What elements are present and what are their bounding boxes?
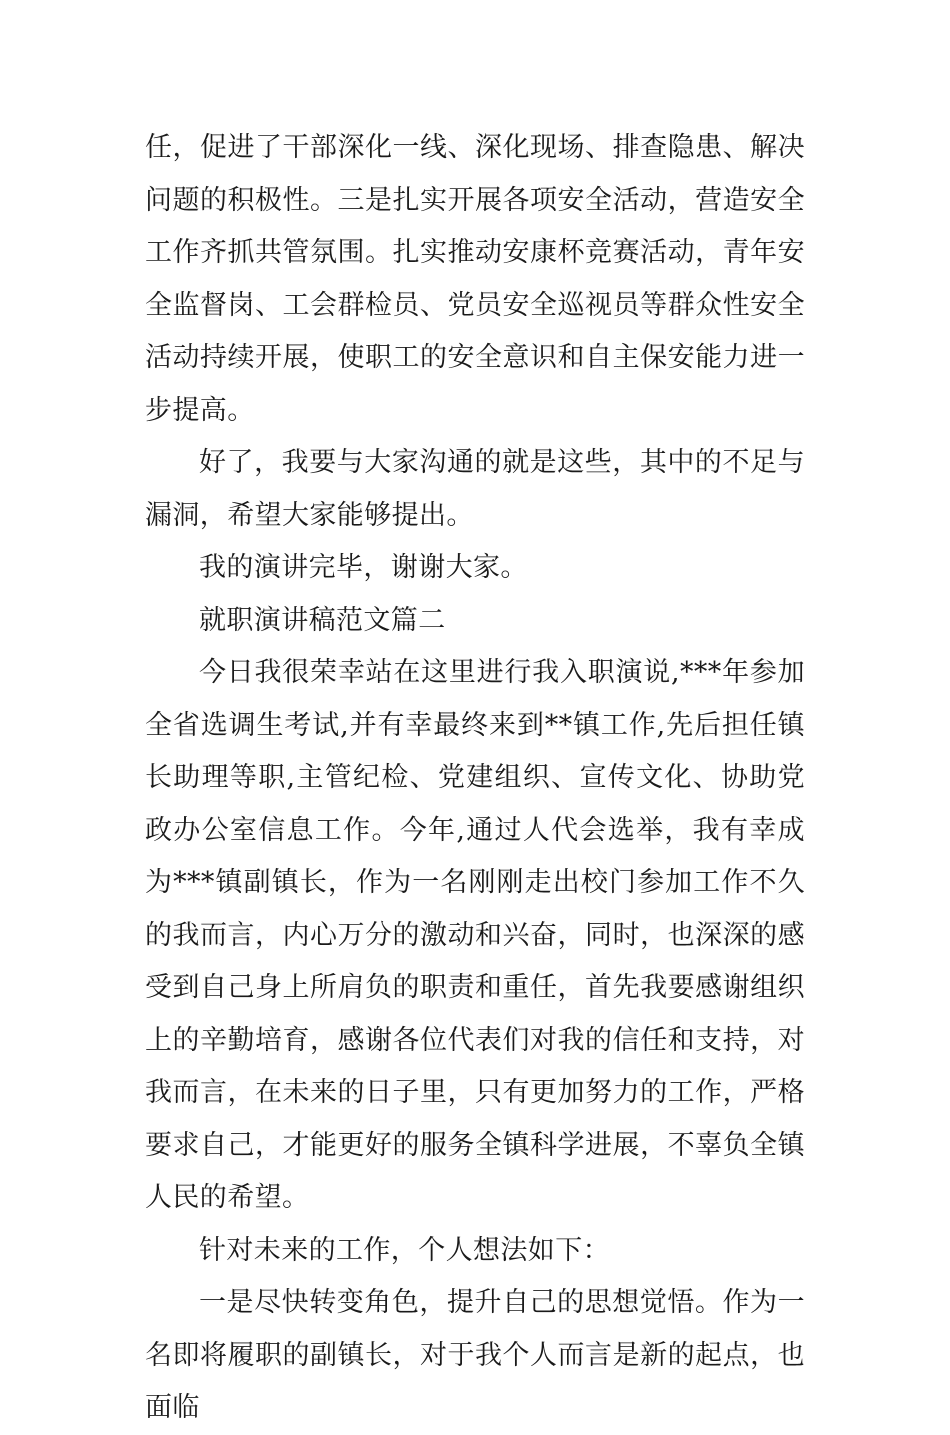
document-page bbox=[145, 122, 805, 1435]
paragraph-point-one: 一是尽快转变角色，提升自己的思想觉悟。作为一名即将履职的副镇长，对于我个人而言是新的起点，也面临 bbox=[145, 1287, 805, 1423]
section-heading: 就职演讲稿范文篇二 bbox=[199, 604, 446, 636]
paragraph-continued: 任，促进了干部深化一线、深化现场、排查隐患、解决问题的积极性。三是扎实开展各项安全活动，营造安全工作齐抓共管氛围。扎实推动安康杯竞赛活动，青年安全监督岗、工会群检员、党员安全巡视员等群众性安全活动持续开展，使职工的安全意识和自主保安能力进一步提高。 bbox=[145, 132, 805, 426]
paragraph-plan-intro: 针对未来的工作，个人想法如下： bbox=[199, 1234, 610, 1266]
paragraph-closing-remark: 好了，我要与大家沟通的就是这些，其中的不足与漏洞，希望大家能够提出。 bbox=[145, 447, 805, 531]
paragraph-introduction: 今日我很荣幸站在这里进行我入职演说,***年参加全省选调生考试,并有幸最终来到**镇工作,先后担任镇长助理等职,主管纪检、党建组织、宣传文化、协助党政办公室信息工作。今年,通过人代会选举，我有幸成为***镇副镇长，作为一名刚刚走出校门参加工作不久的我而言，内心万分的激动和兴奋，同时，也深深的感受到自己身上所肩负的职责和重任，首先我要感谢组织上的辛勤培育，感谢各位代表们对我的信任和支持，对我而言，在未来的日子里，只有更加努力的工作，严格要求自己，才能更好的服务全镇科学进展，不辜负全镇人民的希望。 bbox=[145, 657, 805, 1213]
paragraph-thanks: 我的演讲完毕，谢谢大家。 bbox=[199, 552, 528, 583]
